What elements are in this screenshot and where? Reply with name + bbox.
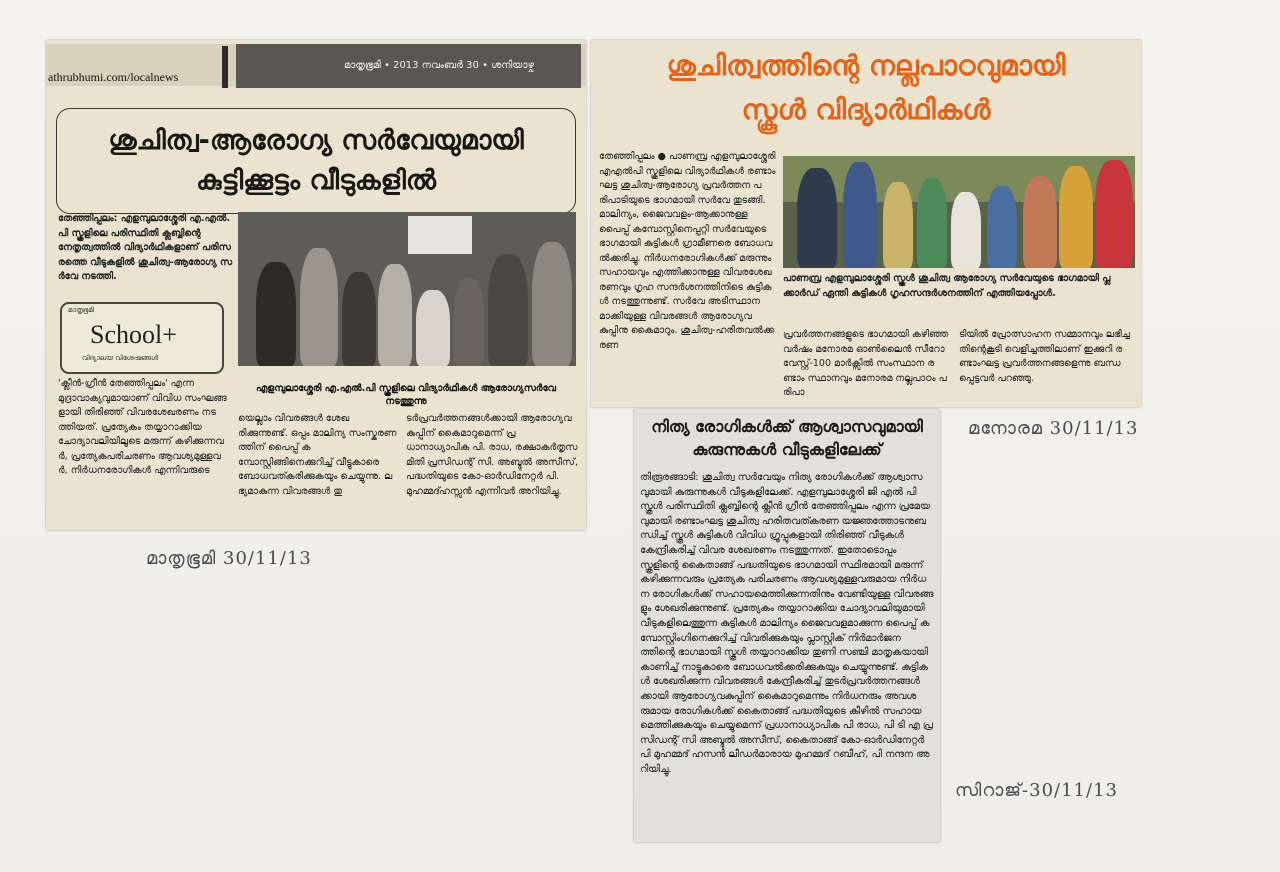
headline-box	[56, 108, 576, 214]
logo-title: School+	[90, 320, 177, 349]
siraj-headline-line2: കുരുന്നുകൾ വീടുകളിലേക്ക്	[692, 440, 882, 459]
logo-brand: മാതൃഭൂമി	[68, 306, 94, 314]
manorama-body-left: തേഞ്ഞിപ്പലം ● പാണമ്പ്ര എളമ്പുലാശ്ശേരി എഎൽപി സ്കൂളിലെ വിദ്യാർഥികൾ രണ്ടാം ഘട്ട ശുചിത്വ-ആരോഗ്യ പ്രവർത്തന പരിപാടിയുടെ ഭാഗമായി സർവേ തുടങ്ങി. മാലിന്യം, ജൈവവളം-ആക്കാനുള്ള പൈപ്പ് കമ്പോസ്റ്റിനെപ്പറ്റി സർവേയുടെ ഭാഗമായി കുട്ടികൾ ഗ്രാമീണരെ ബോധവൽക്കരിച്ചു. നിർധനരോഗികൾക്ക് മരുന്നും സഹായവും എത്തിക്കാനുള്ള വിവരശേഖരണവും ഗൃഹ സന്ദർശനത്തിനിടെ കുട്ടികൾ നടത്തുന്നുണ്ട്. സർവേ അടിസ്ഥാനമാക്കിയുള്ള വിവരങ്ങൾ ആരോഗ്യവകുപ്പിനു കൈമാറും. ശുചിത്വ-ഹരിതവൽക്കരണ	[599, 151, 776, 351]
orange-headline-line1: ശുചിത്വത്തിന്റെ നല്ലപാഠവുമായി	[666, 49, 1066, 82]
school-plus-logo	[60, 302, 224, 374]
masthead	[46, 44, 586, 86]
manorama-body-mid: പ്രവർത്തനങ്ങളുടെ ഭാഗമായി കഴിഞ്ഞ വർഷം മനോരമ ഓൺലൈൻ സീറോ വേസ്റ്റ്-100 മാർക്സിൽ സംസ്ഥാന രണ്ടാം സ്ഥാനവും മനോരമ നല്ലപാഠം പരിപാ	[783, 329, 949, 398]
manorama-body-right: ടിയിൽ പ്രോത്സാഹന സമ്മാനവും ലഭിച്ചതിന്റെകൂടി വെളിച്ചത്തിലാണ് ഇക്കുറി രണ്ടാംഘട്ട പ്രവർത്തനങ്ങളെന്നു ബന്ധപ്പെട്ടവർ പറഞ്ഞു.	[959, 329, 1130, 384]
body-column-2: യെല്ലാം വിവരങ്ങൾ ശേഖരിക്കുന്നുണ്ട്. ഒപ്പം മാലിന്യ സംസ്കരണത്തിന് പൈപ്പ് കമ്പോസ്റ്റിങ്ങിനെക്കുറിച്ച് വീട്ടുകാരെ ബോധവത്കരിക്കുകയും ചെയ്യുന്നു. ലഭ്യമാകുന്ന വിവരങ്ങൾ തു	[238, 413, 397, 497]
siraj-headline-line1: നിത്യ രോഗികൾക്ക് ആശ്വാസവുമായി	[651, 417, 923, 436]
masthead-dateline: മാതൃഭൂമി • 2013 നവംബർ 30 • ശനിയാഴ്ച	[236, 44, 581, 88]
handwritten-note-siraj: സിറാജ്-30/11/13	[955, 780, 1118, 801]
masthead-divider	[222, 46, 228, 88]
photo-caption: എളമ്പുലാശ്ശേരി എ.എൽ.പി സ്കൂളിലെ വിദ്യാർഥികൾ ആരോഗ്യസർവേ നടത്തുന്നു	[255, 383, 556, 407]
news-photo	[238, 212, 576, 366]
siraj-clipping	[634, 409, 940, 842]
manorama-photo	[783, 156, 1135, 268]
manorama-clipping	[591, 40, 1141, 407]
manorama-photo-caption: പാണമ്പ്ര എളമ്പുലാശ്ശേരി സ്കൂൾ ശുചിത്വ ആരോഗ്യ സർവേയുടെ ഭാഗമായി പ്ലക്കാർഡ് ഏന്തി കുട്ടികൾ ഗൃഹസന്ദർശനത്തിന് എത്തിയപ്പോൾ.	[783, 273, 1111, 299]
handwritten-note-manorama: മനോരമ 30/11/13	[968, 418, 1139, 439]
headline-line2: കുട്ടിക്കൂട്ടം വീടുകളിൽ	[196, 165, 436, 196]
siraj-headline	[634, 409, 940, 469]
headline-line1: ശുചിത്വ-ആരോഗ്യ സർവേയുമായി	[108, 125, 524, 156]
mathrubhumi-clipping	[46, 40, 586, 530]
logo-subtitle: വിദ്യാലയ വിശേഷങ്ങൾ	[82, 354, 159, 362]
lead-paragraph: തേഞ്ഞിപ്പലം: എളമ്പുലാശ്ശേരി എ.എൽ.പി സ്കൂളിലെ പരിസ്ഥിതി ക്ലബ്ബിന്റെ നേതൃത്വത്തിൽ വിദ്യാർഥികളാണ് പരിസരത്തെ വീടുകളിൽ ശുചിത്വ-ആരോഗ്യ സർവേ നടത്തി.	[58, 213, 233, 282]
body-column-3: ടർപ്രവർത്തനങ്ങൾക്കായി ആരോഗ്യവകുപ്പിന് കൈമാറുമെന്ന് പ്രധാനാധ്യാപിക പി. രാധ, രക്ഷാകർതൃസമിതി പ്രസിഡന്റ് സി. അബ്ദുൽ അസീസ്, പദ്ധതിയുടെ കോ-ഓർഡിനേറ്റർ പി. മുഹമ്മദ്ഹസ്സൻ എന്നിവർ അറിയിച്ചു.	[406, 413, 578, 497]
masthead-url: athrubhumi.com/localnews	[48, 70, 179, 84]
orange-headline-line2: സ്കൂൾ വിദ്യാർഥികൾ	[741, 93, 991, 126]
siraj-body: തിരൂരങ്ങാടി: ശുചിത്വ സർവേയും നിത്യ രോഗികൾക്ക് ആശ്വാസവുമായി കുരുന്നുകൾ വീടുകളിലേക്ക്. എളമ്പുലാശ്ശേരി ജി എൽ പി സ്കൂൾ പരിസ്ഥിതി ക്ലബ്ബിന്റെ ക്ലീൻ ഗ്രീൻ തേഞ്ഞിപ്പലം എന്ന പ്രമേയവുമായി രണ്ടാംഘട്ട ശുചിത്വ ഹരിതവത്കരണ യജ്ഞത്തോടനുബന്ധിച്ച് സ്കൂൾ കുട്ടികൾ വിവിധ ഗ്രൂപ്പുകളായി തിരിഞ്ഞ് വീടുകൾ കേന്ദ്രീകരിച്ച് വിവര ശേഖരണം നടത്തുന്നത്. ഇതോടൊപ്പം സ്കൂളിന്റെ കൈതാങ്ങ് പദ്ധതിയുടെ ഭാഗമായി സ്ഥിരമായി മരുന്ന് കഴിക്കുന്നവരും പ്രത്യേക പരിചരണം ആവശ്യമുള്ളവരുമായ നിർധന രോഗികൾക്ക് സഹായമെത്തിക്കുന്നതിനും വേണ്ടിയുള്ള വിവരങ്ങളും ശേഖരിക്കുന്നുണ്ട്. പ്രത്യേകം തയ്യാറാക്കിയ ചോദ്യാവലിയുമായി വീടുകളിലെത്തുന്ന കുട്ടികൾ മാലിന്യം ജൈവവളമാക്കുന്ന പൈപ്പ് കമ്പോസ്റ്റിംഗിനെക്കുറിച്ച് വിവരിക്കുകയും പ്ലാസ്റ്റിക് നിർമാർജനത്തിന്റെ ഭാഗമായി സ്കൂൾ തയ്യാറാക്കിയ തുണി സഞ്ചി മാതൃകയായി കാണിച്ച് നാട്ടുകാരെ ബോധവൽക്കരിക്കുകയും ചെയ്യുന്നുണ്ട്. കുട്ടികൾ ശേഖരിക്കുന്ന വിവരങ്ങൾ കേന്ദ്രീകരിച്ച് തുടർപ്രവർത്തനങ്ങൾക്കായി ആരോഗ്യവകുപ്പിന് കൈമാറുമെന്നും നിർധനരും അവശരുമായ രോഗികൾക്ക് കൈതാങ്ങ് പദ്ധതിയുടെ കീഴിൽ സഹായമെത്തിക്കുകയും ചെയ്യുമെന്ന് പ്രധാനാധ്യാപിക പി രാധ, പി ടി എ പ്രസിഡന്റ് സി അബ്ദുൽ അസീസ്, കൈതാങ്ങ് കോ-ഓർഡിനേറ്റർ പി മുഹമ്മദ് ഹസൻ ലീഡർമാരായ മുഹമ്മദ് റബീഹ്, പി നന്ദന അറിയിച്ചു.	[640, 472, 934, 775]
handwritten-note-mathrubhumi: മാതൃഭൂമി 30/11/13	[146, 548, 312, 569]
orange-headline	[591, 44, 1141, 144]
body-column-1: 'ക്ലീൻ-ഗ്രീൻ തേഞ്ഞിപ്പലം' എന്ന മുദ്രാവാക്യവുമായാണ് വിവിധ സംഘങ്ങളായി തിരിഞ്ഞ് വിവരശേഖരണം നടത്തിയത്. പ്രത്യേകം തയ്യാറാക്കിയ ചോദ്യാവലിയിലൂടെ മരുന്ന് കഴിക്കുന്നവർ, പ്രത്യേകപരിചരണം ആവശ്യമുള്ളവർ, നിർധനരോഗികൾ എന്നിവരുടെ	[58, 378, 227, 476]
